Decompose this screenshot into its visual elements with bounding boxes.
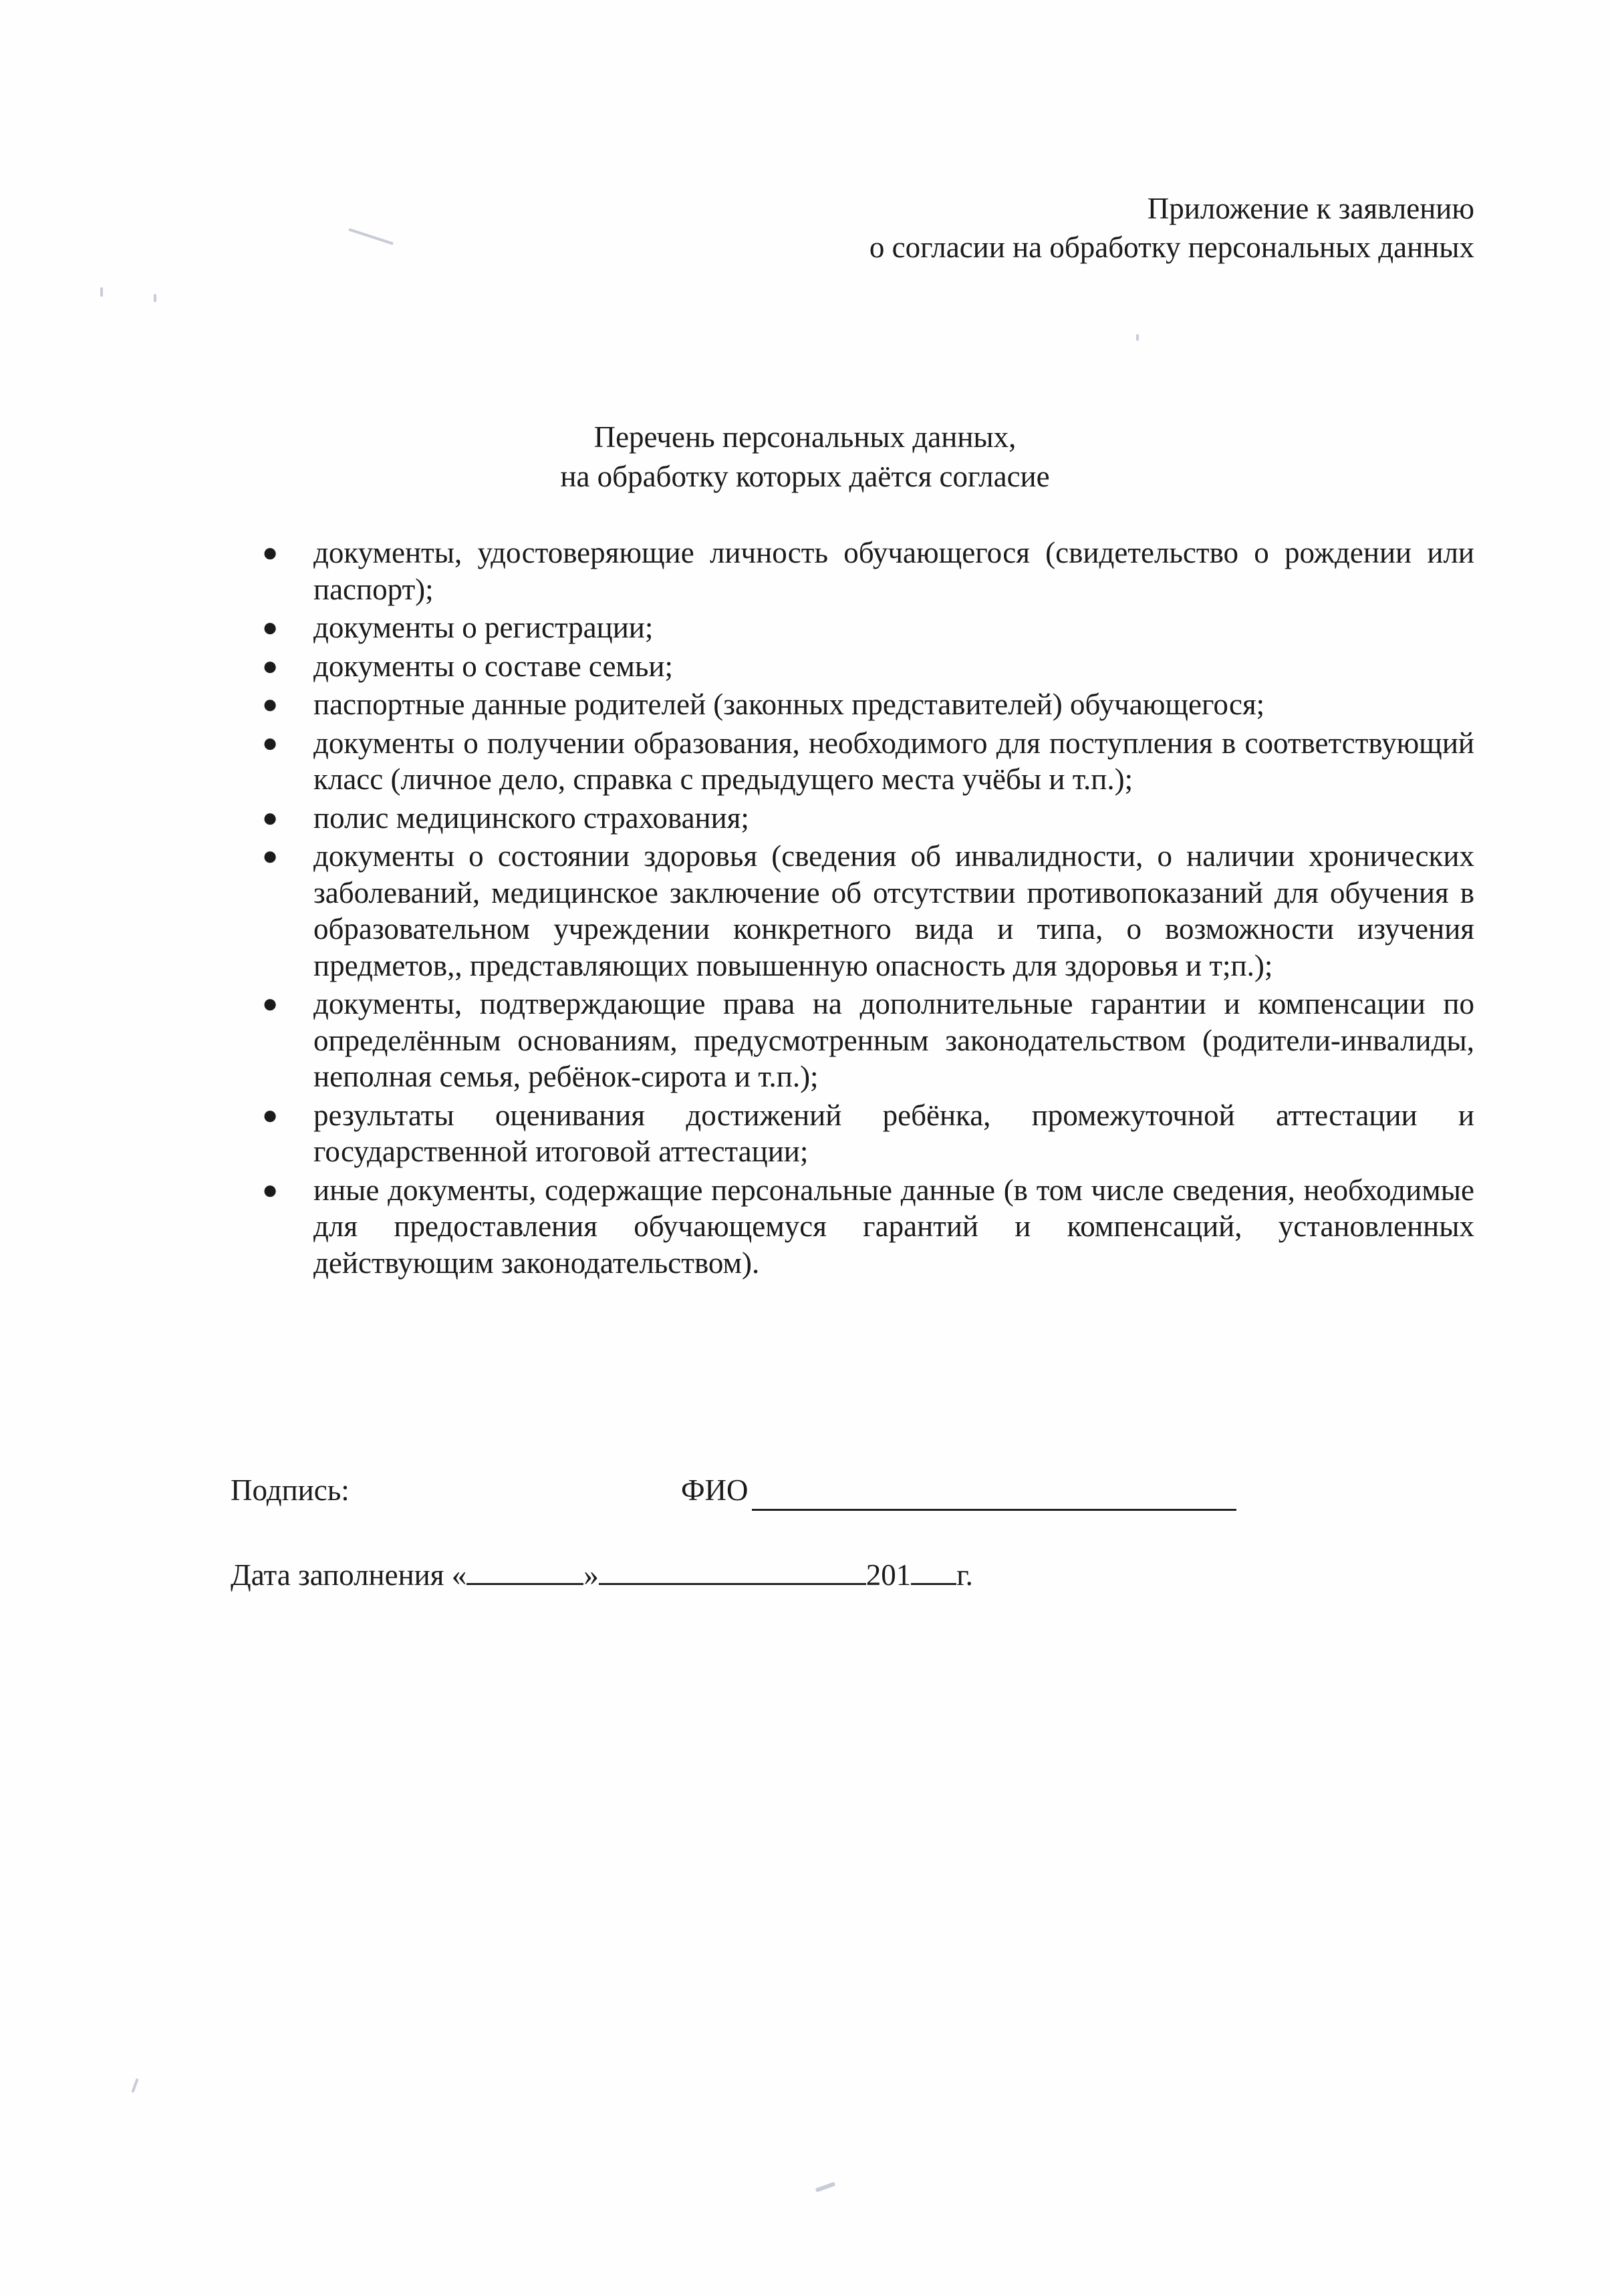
annex-header	[869, 189, 1474, 267]
list-item	[259, 725, 1474, 798]
personal-data-list	[259, 535, 1474, 1283]
scan-speck	[348, 228, 394, 245]
year-suffix: г.	[956, 1558, 973, 1592]
list-item	[259, 986, 1474, 1095]
bullet-icon: ●	[262, 537, 279, 567]
list-item	[259, 800, 1474, 837]
bullet-icon: ●	[262, 1174, 279, 1205]
bullet-icon: ●	[262, 612, 279, 642]
list-item	[259, 1097, 1474, 1170]
bullet-icon: ●	[262, 988, 279, 1018]
bullet-icon: ●	[262, 1099, 279, 1130]
list-item	[259, 838, 1474, 984]
fio-blank-field[interactable]	[752, 1509, 1236, 1511]
title-line-2: на обработку которых даётся согласие	[560, 460, 1050, 493]
list-item	[259, 535, 1474, 607]
list-item-text: документы, подтверждающие права на дополнительные гарантии и компенсации по определённым основаниям, предусмотренным законодательством (родители-инвалиды, неполная семья, ребёнок-сирота и т.п.);	[313, 987, 1474, 1093]
list-item	[259, 1172, 1474, 1282]
list-item-text: документы, удостоверяющие личность обучающегося (свидетельство о рождении или паспорт);	[313, 536, 1474, 606]
list-item-text: иные документы, содержащие персональные данные (в том числе сведения, необходимые для предоставления обучающемуся гарантий и компенсаций, установленных действующим законодательством).	[313, 1173, 1474, 1280]
list-item-text: документы о состоянии здоровья (сведения об инвалидности, о наличии хронических заболеваний, медицинское заключение об отсутствии противопоказаний для обучения в образовательном учреждении конкретного вида и типа, о возможности изучения предметов,, представляющих повышенную опасность для здоровья и т;п.);	[313, 839, 1474, 982]
scan-speck	[154, 294, 156, 302]
list-item-text: документы о регистрации;	[313, 611, 654, 644]
bullet-icon: ●	[262, 841, 279, 871]
list-item-text: документы о составе семьи;	[313, 649, 674, 683]
date-close-quote: »	[583, 1558, 599, 1592]
year-blank-field[interactable]	[911, 1554, 956, 1585]
date-label: Дата заполнения «	[231, 1558, 467, 1592]
scan-speck	[1136, 334, 1139, 341]
document-title	[0, 418, 1610, 496]
day-blank-field[interactable]	[466, 1554, 583, 1585]
list-item-text: полис медицинского страхования;	[313, 801, 749, 835]
list-item	[259, 609, 1474, 646]
year-prefix: 201	[865, 1558, 912, 1592]
bullet-icon: ●	[262, 689, 279, 719]
list-item	[259, 648, 1474, 685]
bullet-icon: ●	[262, 802, 279, 833]
scan-speck	[815, 2182, 835, 2192]
list-item-text: документы о получении образования, необходимого для поступления в соответствующий класс (личное дело, справка с предыдущего места учёбы и т.п.);	[313, 726, 1474, 796]
bullet-icon: ●	[262, 727, 279, 758]
scan-speck	[131, 2078, 138, 2093]
date-row	[231, 1554, 973, 1595]
list-item	[259, 686, 1474, 723]
month-blank-field[interactable]	[599, 1554, 866, 1585]
annex-line-1: Приложение к заявлению	[1147, 192, 1474, 225]
title-line-1: Перечень персональных данных,	[593, 420, 1017, 454]
list-item-text: паспортные данные родителей (законных представителей) обучающегося;	[313, 688, 1265, 721]
bullet-icon: ●	[262, 650, 279, 681]
signature-label: Подпись:	[231, 1473, 350, 1507]
annex-line-2: о согласии на обработку персональных данных	[869, 231, 1474, 264]
list-item-text: результаты оценивания достижений ребёнка, промежуточной аттестации и государственной итоговой аттестации;	[313, 1098, 1474, 1168]
scan-speck	[100, 287, 103, 297]
fio-label: ФИО	[681, 1473, 749, 1507]
